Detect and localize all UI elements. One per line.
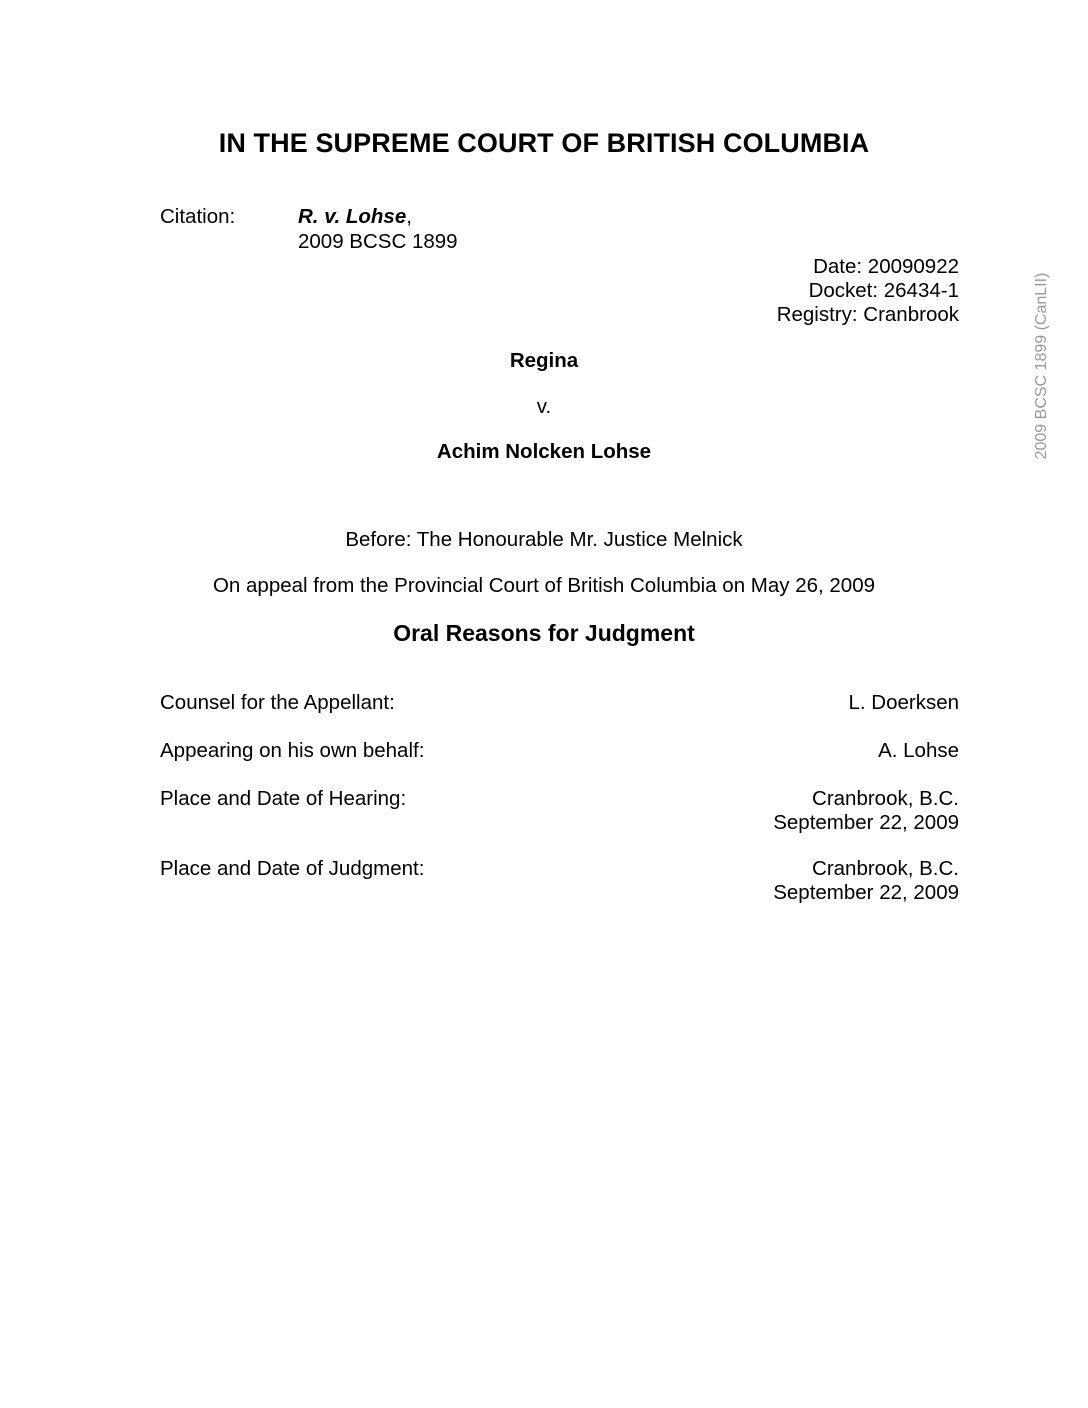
party-plaintiff: Regina: [509, 349, 579, 372]
case-name-comma: ,: [406, 205, 412, 228]
citation-case-name: [298, 205, 412, 229]
decision-date: Date: 20090922: [813, 255, 959, 278]
party-defendant: Achim Nolcken Lohse: [436, 440, 652, 463]
appearance-label: Place and Date of Judgment:: [160, 857, 425, 880]
before-judge: Before: The Honourable Mr. Justice Melnick: [345, 528, 743, 551]
appearance-value: September 22, 2009: [773, 881, 959, 904]
appearance-value: Cranbrook, B.C.: [812, 857, 959, 880]
judgment-heading: Oral Reasons for Judgment: [393, 620, 695, 646]
citation-label: Citation:: [160, 205, 236, 228]
court-title: IN THE SUPREME COURT OF BRITISH COLUMBIA: [218, 128, 870, 158]
neutral-citation: 2009 BCSC 1899: [298, 230, 458, 253]
appearance-value: A. Lohse: [878, 739, 959, 762]
appearance-label: Place and Date of Hearing:: [160, 787, 407, 810]
canlii-watermark: 2009 BCSC 1899 (CanLII): [1033, 272, 1050, 460]
appearance-value: Cranbrook, B.C.: [812, 787, 959, 810]
appearance-label: Appearing on his own behalf:: [160, 739, 425, 762]
appearance-value: September 22, 2009: [773, 811, 959, 834]
registry: Registry: Cranbrook: [776, 303, 959, 326]
docket-number: Docket: 26434-1: [808, 279, 959, 302]
case-name: R. v. Lohse: [298, 205, 407, 228]
versus: v.: [536, 395, 552, 418]
appearance-label: Counsel for the Appellant:: [160, 691, 395, 714]
appeal-from: On appeal from the Provincial Court of British Columbia on May 26, 2009: [212, 574, 876, 597]
appearance-value: L. Doerksen: [848, 691, 959, 714]
